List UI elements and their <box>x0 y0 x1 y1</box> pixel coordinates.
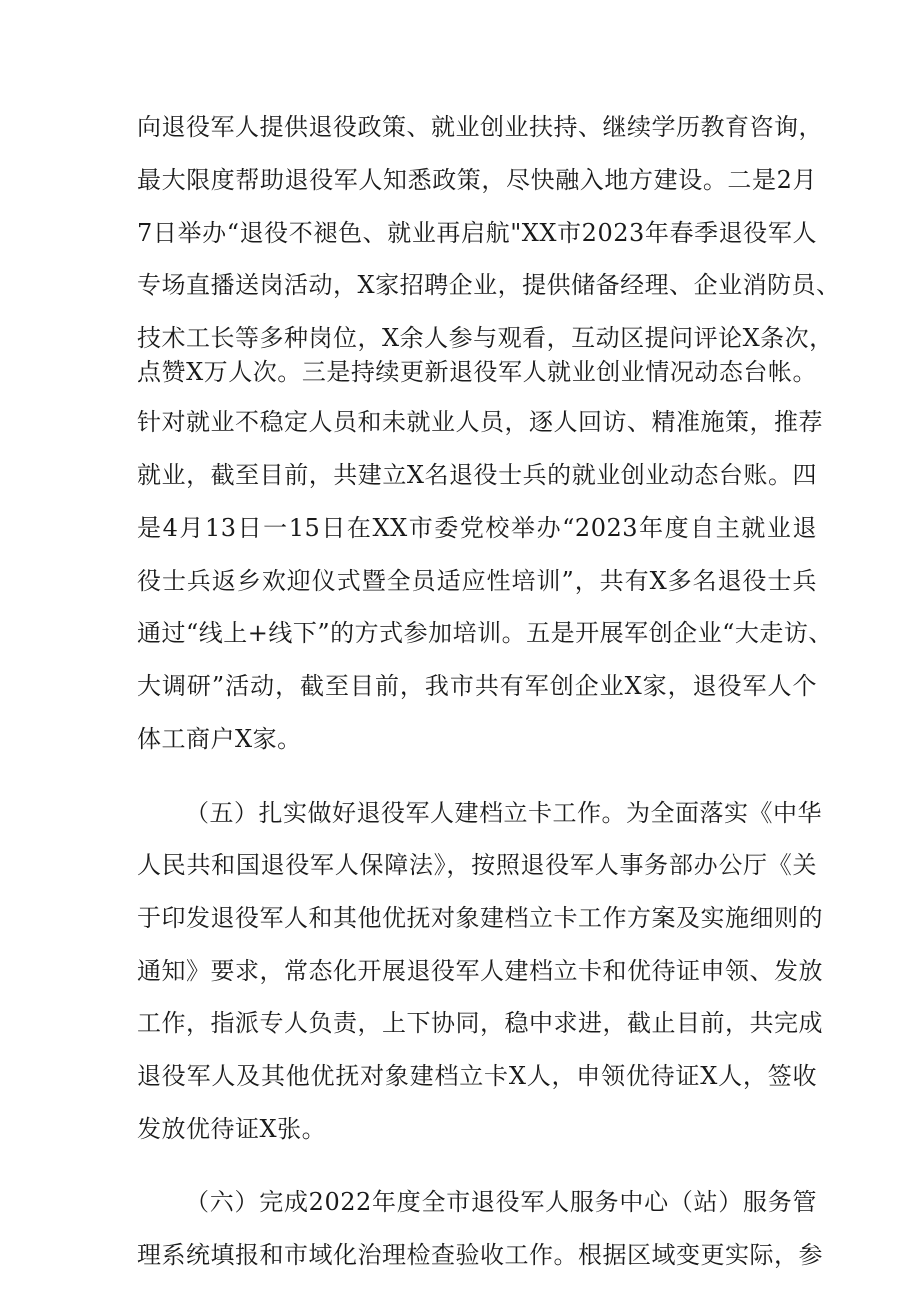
body-text-line: 体工商户X家。 <box>137 725 302 753</box>
body-text-line: 大调研”活动，截至目前，我市共有军创企业X家，退役军人个 <box>137 672 817 700</box>
body-text-line: 7日举办“退役不褪色、就业再启航"XX市2023年春季退役军人 <box>137 219 817 247</box>
body-text-line: 工作，指派专人负责，上下协同，稳中求进，截止目前，共完成 <box>137 1009 823 1037</box>
body-text-line: 发放优待证X张。 <box>137 1115 327 1143</box>
body-text-line: 通过“线上+线下”的方式参加培训。五是开展军创企业“大走访、 <box>137 619 833 647</box>
body-text-line: 人民共和国退役军人保障法》，按照退役军人事务部办公厅《关 <box>137 851 817 879</box>
section-heading-line: （五）扎实做好退役军人建档立卡工作。为全面落实《中华 <box>185 799 822 827</box>
section-heading-line: （六）完成2022年度全市退役军人服务中心（站）服务管 <box>185 1188 817 1216</box>
body-text-line: 专场直播送岗活动，X家招聘企业，提供储备经理、企业消防员、 <box>137 271 841 299</box>
body-text-line: 于印发退役军人和其他优抚对象建档立卡工作方案及实施细则的 <box>137 904 823 932</box>
body-text-line: 向退役军人提供退役政策、就业创业扶持、继续学历教育咨询， <box>137 113 823 141</box>
body-text-line: 役士兵返乡欢迎仪式暨全员适应性培训”，共有X多名退役士兵 <box>137 567 817 595</box>
body-text-line: 针对就业不稳定人员和未就业人员，逐人回访、精准施策，推荐 <box>137 408 823 436</box>
body-text-line: 通知》要求，常态化开展退役军人建档立卡和优待证申领、发放 <box>137 957 823 985</box>
body-text-line: 点赞X万人次。三是持续更新退役军人就业创业情况动态台帐。 <box>137 358 817 386</box>
body-text-line: 理系统填报和市域化治理检查验收工作。根据区域变更实际，参 <box>137 1241 823 1269</box>
body-text-line: 最大限度帮助退役军人知悉政策，尽快融入地方建设。二是2月 <box>137 166 817 194</box>
body-text-line: 是4月13日一15日在XX市委党校举办“2023年度自主就业退 <box>137 514 817 542</box>
body-text-line: 技术工长等多种岗位，X余人参与观看，互动区提问评论X条次， <box>137 324 834 352</box>
body-text-line: 就业，截至目前，共建立X名退役士兵的就业创业动态台账。四 <box>137 461 817 489</box>
body-text-line: 退役军人及其他优抚对象建档立卡X人，申领优待证X人，签收 <box>137 1062 817 1090</box>
